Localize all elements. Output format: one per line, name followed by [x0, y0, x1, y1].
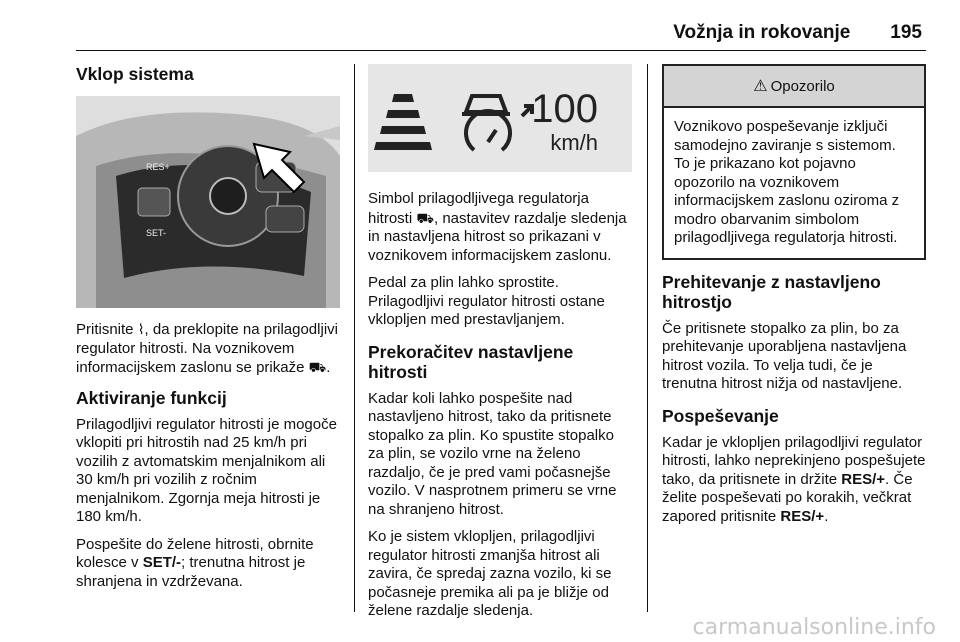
column-divider-2 [647, 64, 648, 612]
display-image [368, 64, 632, 172]
paragraph-vklop: Pritisnite ⌇, da preklopite na prilagodljivi regulator hitrosti. Na voznikovem informacijskem zaslonu se prikaže ⛟. [76, 321, 338, 376]
paragraph-pospesite: Pospešite do želene hitrosti, obrnite kolesce v SET/-; trenutna hitrost je shranjena in vzdrževana. [76, 535, 314, 590]
paragraph-sistem-vklopljen: Ko je sistem vklopljen, prilagodljivi regulator hitrosti zmanjša hitrost ali zavira, če spredaj zazna vozilo, ki se počasneje premika ali pa je bližje od želene razdalje sledenja. [368, 528, 612, 619]
heading-pospesevanje: Pospeševanje [662, 405, 779, 426]
adaptive-cruise-icon: ⛟ [308, 359, 327, 375]
paragraph-prehitevanje: Če pritisnete stopalko za plin, bo za prehitevanje uporabljena nastavljena hitrost vozila. To velja tudi, če je trenutna hitrost nižja od nastavljene. [662, 319, 907, 392]
res-label: RES+ [146, 162, 170, 172]
adaptive-cruise-icon: ⛟ [416, 209, 434, 226]
column-3 [662, 60, 926, 535]
display-unit: km/h [550, 130, 598, 155]
page-number: 195 [890, 22, 922, 43]
display-speed: 100 [531, 87, 598, 131]
warning-box [662, 64, 926, 260]
paragraph-simbol: Simbol prilagodljivega regulatorja hitrosti ⛟, nastavitev razdalje sledenja in nastavljena hitrost so prikazani v voznikovem informacijskem zaslonu. [368, 190, 627, 264]
watermark: carmanualsonline.info [692, 615, 936, 640]
page-header [673, 22, 922, 44]
cruise-control-icon: ⌇ [137, 321, 145, 337]
set-label: SET- [146, 228, 167, 238]
warning-triangle-icon: ⚠ [753, 78, 768, 95]
paragraph-prekoracitev: Kadar koli lahko pospešite nad nastavljeno hitrost, tako da pritisnete stopalko za plin. Ko spustite stopalko za plin, se vozilo vrne na želeno razdaljo, če je pred vami počasnejše vozilo. V nasprotnem primeru se vrne na shranjeno hitrost. [368, 389, 617, 518]
header-rule [76, 50, 926, 51]
heading-prekoracitev: Prekoračitev nastavljene hitrosti [368, 341, 574, 382]
heading-prehitevanje: Prehitevanje z nastavljeno hitrostjo [662, 271, 881, 312]
warning-header [664, 66, 924, 108]
paragraph-pospesevanje: Kadar je vklopljen prilagodljivi regulator hitrosti, lahko neprekinjeno pospešujete tako, da pritisnete in držite RES/+. Če želite pospeševati po korakih, večkrat zapored pritisnite RES/+. [662, 433, 926, 525]
header-title: Vožnja in rokovanje [673, 22, 851, 43]
steering-wheel-image [76, 96, 340, 308]
warning-title: Opozorilo [770, 77, 835, 95]
column-divider-1 [354, 64, 355, 612]
heading-aktiviranje-funkcij: Aktiviranje funkcij [76, 387, 227, 408]
heading-vklop-sistema: Vklop sistema [76, 64, 194, 84]
paragraph-aktiviranje: Prilagodljivi regulator hitrosti je mogoče vklopiti pri hitrostih nad 25 km/h pri vozilih z avtomatskim menjalnikom ali 30 km/h pri vozilih z ročnim menjalnikom. Zgornja meja hitrosti je 180 km/h. [76, 415, 337, 525]
following-distance-icon [392, 94, 414, 102]
warning-text: Voznikovo pospeševanje izklјuči samodejno zaviranje s sistemom. To je prikazano kot pojavno opozorilo na voznikovem informacijskem zaslonu oziroma z modro obarvanim simbolom prilagodljivega regulatorja hitrosti. [674, 118, 900, 246]
column-2 [368, 60, 632, 630]
paragraph-pedal: Pedal za plin lahko sprostite. Prilagodljivi regulator hitrosti ostane vklopljen med prestavljanjem. [368, 274, 605, 328]
column-1 [76, 60, 340, 600]
steering-wheel-controls-illustration [76, 96, 340, 308]
driver-display-illustration [368, 64, 632, 172]
